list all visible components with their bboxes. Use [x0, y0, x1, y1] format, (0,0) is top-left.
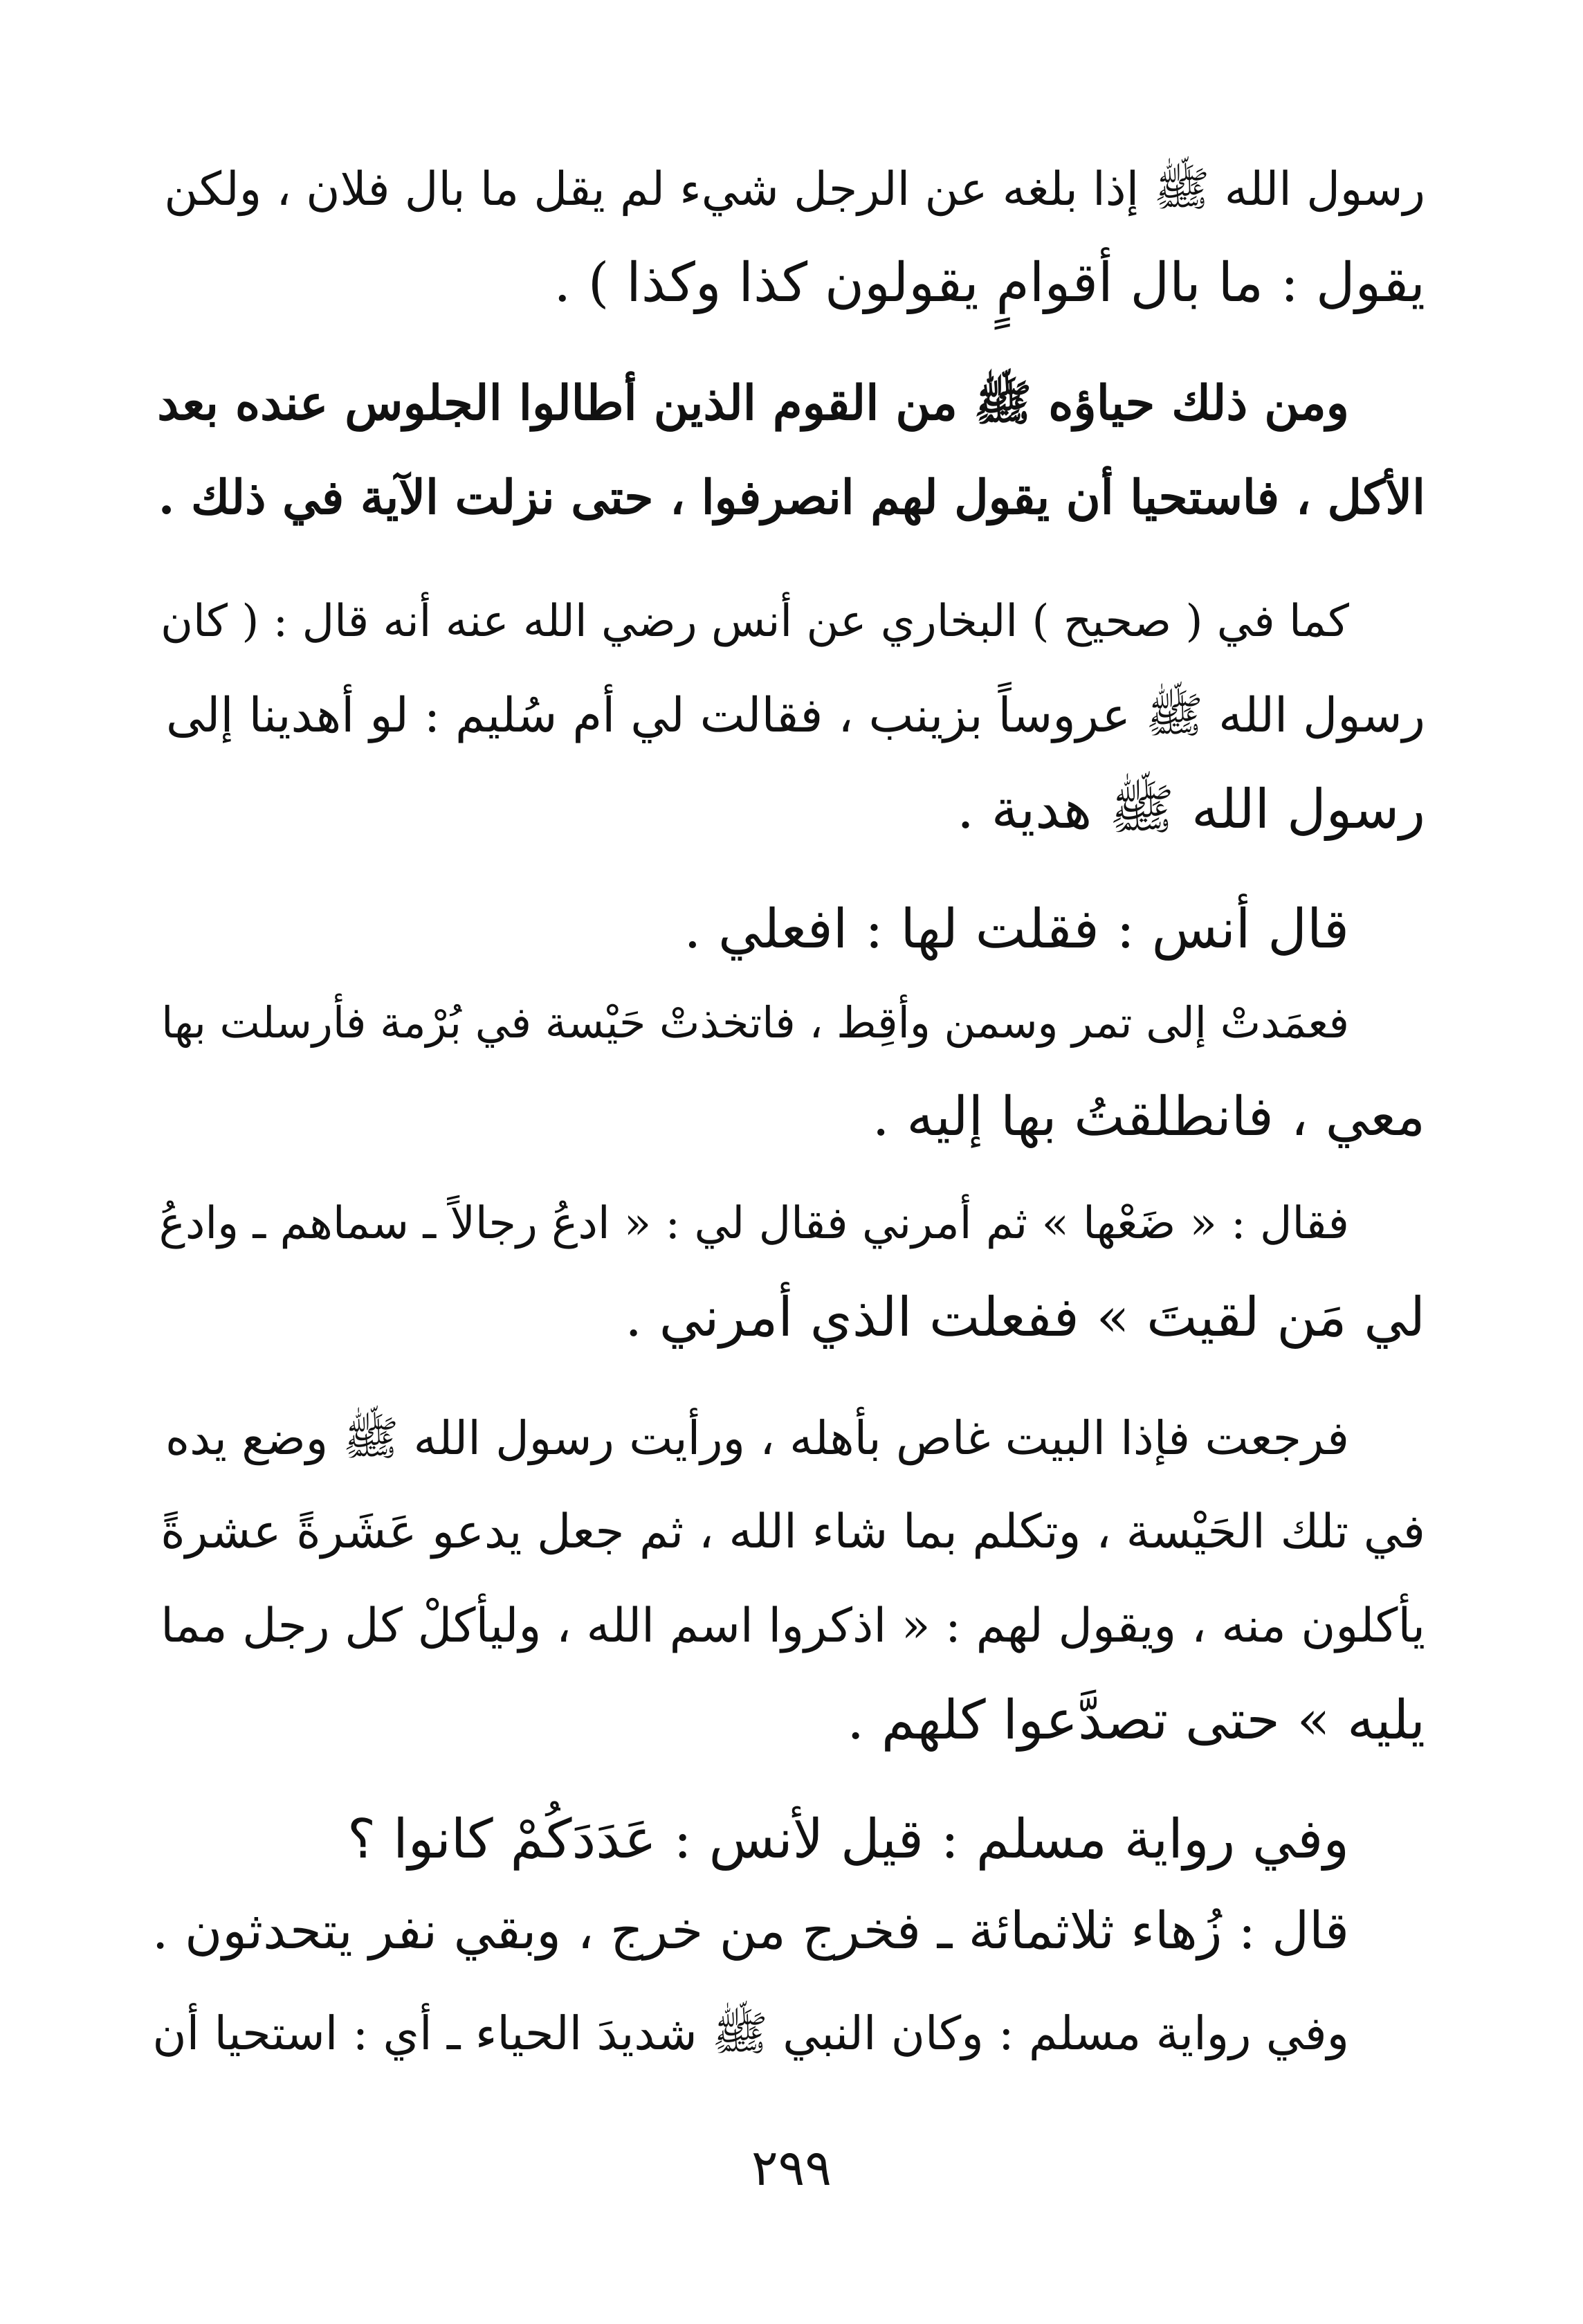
paragraph-line: رسول الله ﷺ إذا بلغه عن الرجل شيء لم يقل ما بال فلان ، ولكن — [164, 162, 1425, 216]
paragraph-line: كما في ( صحيح ) البخاري عن أنس رضي الله عنه أنه قال : ( كان — [161, 596, 1349, 647]
paragraph-line: يأكلون منه ، ويقول لهم : « اذكروا اسم الله ، وليأكلْ كل رجل مما — [161, 1599, 1425, 1653]
paragraph-4 — [152, 882, 1425, 977]
paragraph-line: فرجعت فإذا البيت غاص بأهله ، ورأيت رسول الله ﷺ وضع يده — [165, 1411, 1349, 1465]
paragraph-line: فعمَدتْ إلى تمر وسمن وأقِط ، فاتخذتْ حَيْسة في بُرْمة فأرسلت بها — [161, 997, 1349, 1048]
paragraph-line: يليه » حتى تصدَّعوا كلهم . — [847, 1689, 1425, 1752]
paragraph-line: لي مَن لقيتَ » ففعلت الذي أمرني . — [625, 1287, 1425, 1349]
paragraph-line: رسول الله ﷺ عروساً بزينب ، فقالت لي أم سُليم : لو أهدينا إلى — [165, 688, 1425, 743]
paragraph-2-bold — [152, 356, 1425, 545]
paragraph-line: في تلك الحَيْسة ، وتكلم بما شاء الله ، ثم جعل يدعو عَشَرةً عشرةً — [161, 1505, 1425, 1559]
paragraph-line: فقال : « ضَعْها » ثم أمرني فقال لي : « ادعُ رجالاً ـ سماهم ـ وادعُ — [158, 1198, 1349, 1249]
paragraph-9 — [152, 1884, 1425, 1978]
paragraph-line: وفي رواية مسلم : وكان النبي ﷺ شديدَ الحياء ـ أي : استحيا أن — [152, 2006, 1349, 2060]
paragraph-1 — [152, 142, 1425, 330]
paragraph-5 — [152, 976, 1425, 1164]
paragraph-line: ومن ذلك حياؤه ﷺ من القوم الذين أطالوا الجلوس عنده بعد — [157, 375, 1349, 431]
paragraph-line: وفي رواية مسلم : قيل لأنس : عَدَدَكُمْ كانوا ؟ — [347, 1808, 1349, 1871]
paragraph-line: الأكل ، فاستحيا أن يقول لهم انصرفوا ، حتى نزلت الآية في ذلك . — [158, 470, 1425, 525]
paragraph-line: رسول الله ﷺ هدية . — [957, 779, 1425, 841]
page-number: ٢٩٩ — [751, 2139, 832, 2197]
paragraph-3 — [152, 574, 1425, 857]
paragraph-line: معي ، فانطلقتُ بها إليه . — [872, 1086, 1425, 1148]
paragraph-10 — [152, 1986, 1425, 2080]
paragraph-7 — [152, 1391, 1425, 1768]
paragraph-line: قال : زُهاء ثلاثمائة ـ فخرج من خرج ، وبقي نفر يتحدثون . — [152, 1901, 1349, 1961]
paragraph-6 — [152, 1177, 1425, 1365]
paragraph-line: يقول : ما بال أقوامٍ يقولون كذا وكذا ) . — [553, 252, 1425, 314]
paragraph-line: قال أنس : فقلت لها : افعلي . — [684, 898, 1349, 961]
paragraph-8 — [152, 1792, 1425, 1887]
